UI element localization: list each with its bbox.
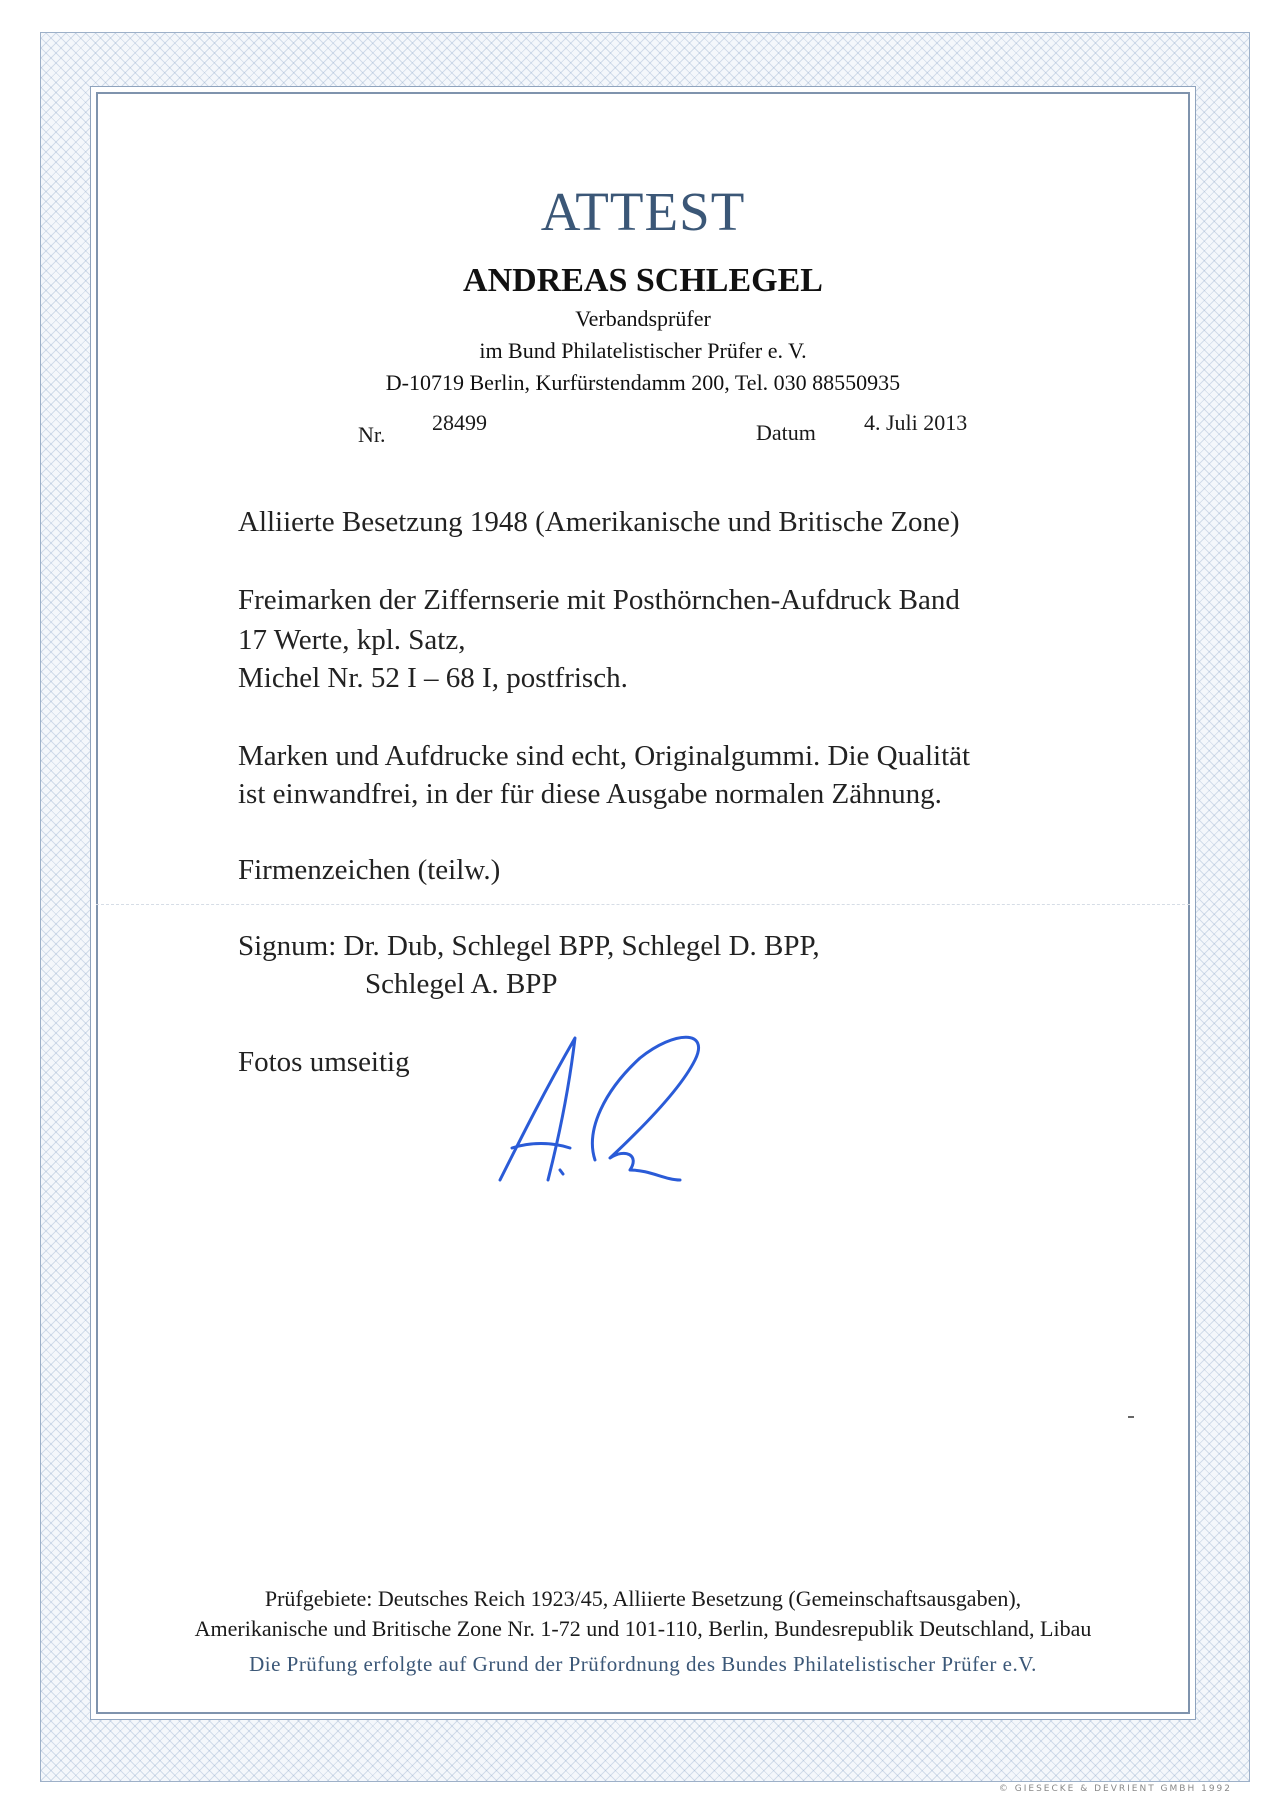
issuer-name: ANDREAS SCHLEGEL	[463, 262, 823, 299]
body-line-firmenzeichen: Firmenzeichen (teilw.)	[238, 854, 501, 886]
printer-mark: © GIESECKE & DEVRIENT GMBH 1992	[998, 1784, 1232, 1794]
handwritten-signature	[490, 1030, 740, 1200]
footer-fields-line-2: Amerikanische und Britische Zone Nr. 1-72 und 101-110, Berlin, Bundesrepublik Deutschland, Libau	[194, 1616, 1092, 1641]
certificate-title: ATTEST	[540, 181, 746, 242]
body-line-michel: Michel Nr. 52 I – 68 I, postfrisch.	[238, 662, 628, 694]
stray-mark	[1128, 1416, 1134, 1418]
body-line-quality: ist einwandfrei, in der für diese Ausgabe normalen Zähnung.	[238, 778, 942, 810]
fold-line	[96, 904, 1190, 905]
footer-fields-line-1: Prüfgebiete: Deutsches Reich 1923/45, Alliierte Besetzung (Gemeinschaftsausgaben),	[264, 1586, 1022, 1611]
certificate-frame	[96, 92, 1190, 1714]
body-line-signum-cont: Schlegel A. BPP	[365, 968, 558, 1000]
body-line-occupation: Alliierte Besetzung 1948 (Amerikanische und Britische Zone)	[238, 506, 960, 538]
body-line-issue: Freimarken der Ziffernserie mit Posthörnchen-Aufdruck Band	[238, 584, 960, 616]
issuer-organization: im Bund Philatelistischer Prüfer e. V.	[479, 338, 807, 363]
body-line-genuine: Marken und Aufdrucke sind echt, Originalgummi. Die Qualität	[238, 740, 971, 772]
issuer-address: D-10719 Berlin, Kurfürstendamm 200, Tel. 030 88550935	[385, 370, 901, 395]
issuer-role: Verbandsprüfer	[575, 306, 711, 331]
body-line-signum: Signum: Dr. Dub, Schlegel BPP, Schlegel D. BPP,	[238, 930, 820, 962]
nr-value: 28499	[432, 410, 487, 435]
nr-label: Nr.	[358, 422, 386, 447]
body-line-photos: Fotos umseitig	[238, 1046, 410, 1078]
body-line-values: 17 Werte, kpl. Satz,	[238, 624, 466, 656]
datum-label: Datum	[756, 420, 816, 445]
datum-value: 4. Juli 2013	[864, 410, 968, 435]
footer-regulation-note: Die Prüfung erfolgte auf Grund der Prüfordnung des Bundes Philatelistischer Prüfer e.V.	[249, 1652, 1037, 1676]
